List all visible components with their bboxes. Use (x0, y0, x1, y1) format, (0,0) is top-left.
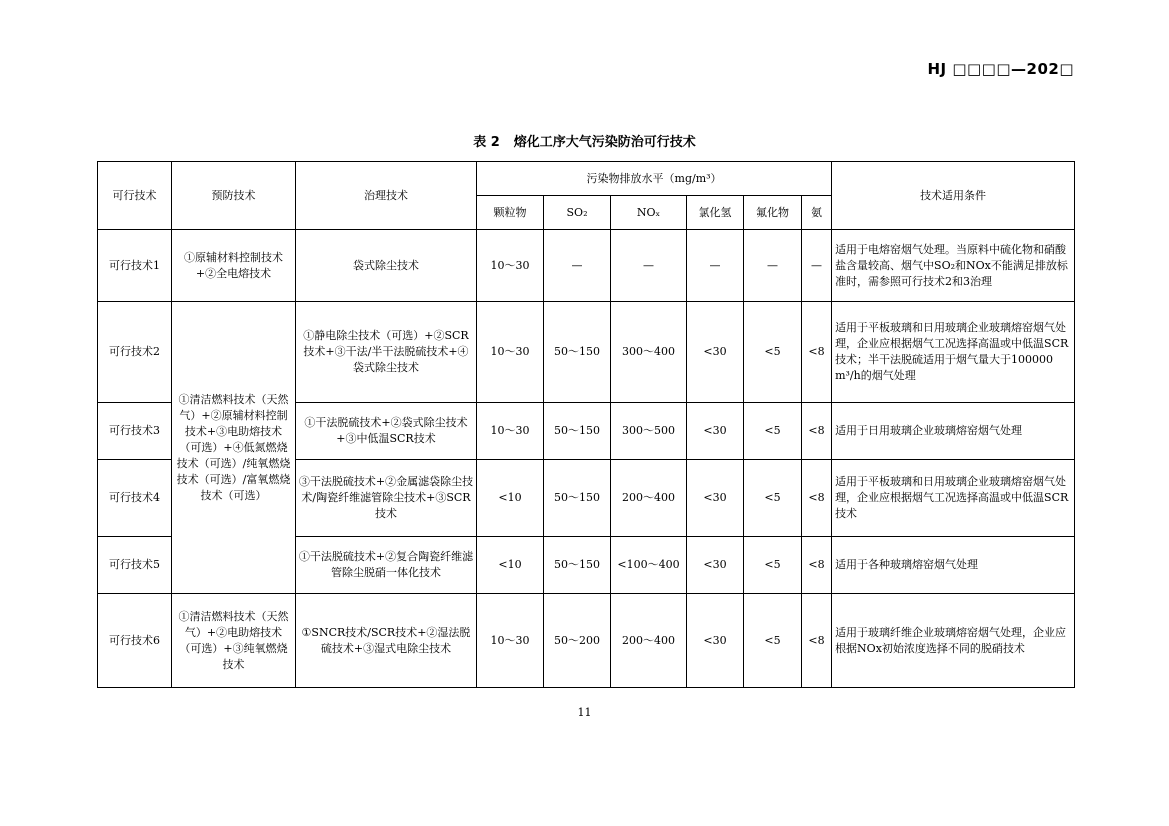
cell-conditions: 适用于各种玻璃熔窑烟气处理 (832, 537, 1075, 594)
page-number: 11 (577, 706, 592, 719)
cell-treatment: ①干法脱硫技术+②复合陶瓷纤维滤管除尘脱硝一体化技术 (296, 537, 477, 594)
cell-particulate: 10～30 (477, 594, 544, 688)
table-row (98, 230, 1075, 302)
table-title-text: 熔化工序大气污染防治可行技术 (513, 135, 696, 150)
cell-fluoride: — (744, 230, 802, 302)
cell-fluoride: <5 (744, 594, 802, 688)
header-fluoride: 氟化物 (744, 196, 802, 230)
table-row (98, 594, 1075, 688)
cell-particulate: <10 (477, 460, 544, 537)
cell-ammonia: <8 (802, 403, 832, 460)
document-code: HJ □□□□—202□ (927, 60, 1074, 78)
cell-ammonia: — (802, 230, 832, 302)
cell-treatment: ①干法脱硫技术+②袋式除尘技术+③中低温SCR技术 (296, 403, 477, 460)
cell-particulate: 10～30 (477, 302, 544, 403)
cell-tech: 可行技术1 (98, 230, 172, 302)
cell-so2: 50～150 (544, 537, 611, 594)
header-prevention-tech: 预防技术 (172, 162, 296, 230)
cell-prevention: ①清洁燃料技术（天然气）+②电助熔技术（可选）+③纯氧燃烧技术 (172, 594, 296, 688)
cell-particulate: 10～30 (477, 403, 544, 460)
cell-hcl: <30 (687, 537, 744, 594)
cell-nox: <100～400 (611, 537, 687, 594)
cell-hcl: <30 (687, 594, 744, 688)
cell-fluoride: <5 (744, 537, 802, 594)
cell-fluoride: <5 (744, 460, 802, 537)
cell-conditions: 适用于电熔窑烟气处理。当原料中硫化物和硝酸盐含量较高、烟气中SO₂和NOx不能满足排放标准时，需参照可行技术2和3治理 (832, 230, 1075, 302)
cell-nox: 300～400 (611, 302, 687, 403)
cell-shared-prevention: ①清洁燃料技术（天然气）+②原辅材料控制技术+③电助熔技术（可选）+④低氮燃烧技术（可选）/纯氧燃烧技术（可选）/富氧燃烧技术（可选） (172, 302, 296, 594)
cell-ammonia: <8 (802, 537, 832, 594)
header-so2: SO₂ (544, 196, 611, 230)
cell-ammonia: <8 (802, 594, 832, 688)
cell-hcl: <30 (687, 460, 744, 537)
cell-treatment: ①静电除尘技术（可选）+②SCR技术+③干法/半干法脱硫技术+④袋式除尘技术 (296, 302, 477, 403)
cell-nox: 300～500 (611, 403, 687, 460)
cell-tech: 可行技术6 (98, 594, 172, 688)
header-hcl: 氯化氢 (687, 196, 744, 230)
cell-fluoride: <5 (744, 403, 802, 460)
cell-conditions: 适用于日用玻璃企业玻璃熔窑烟气处理 (832, 403, 1075, 460)
cell-treatment: ①SNCR技术/SCR技术+②湿法脱硫技术+③湿式电除尘技术 (296, 594, 477, 688)
cell-nox: — (611, 230, 687, 302)
header-feasible-tech: 可行技术 (98, 162, 172, 230)
cell-conditions: 适用于平板玻璃和日用玻璃企业玻璃熔窑烟气处理，企业应根据烟气工况选择高温或中低温SCR技术；半干法脱硫适用于烟气量大于100000 m³/h的烟气处理 (832, 302, 1075, 403)
header-conditions: 技术适用条件 (832, 162, 1075, 230)
cell-tech: 可行技术5 (98, 537, 172, 594)
cell-particulate: <10 (477, 537, 544, 594)
cell-so2: 50～150 (544, 403, 611, 460)
header-ammonia: 氨 (802, 196, 832, 230)
cell-so2: 50～200 (544, 594, 611, 688)
cell-so2: 50～150 (544, 460, 611, 537)
cell-fluoride: <5 (744, 302, 802, 403)
table-title (0, 131, 1169, 150)
feasible-technology-table (97, 161, 1075, 688)
cell-hcl: <30 (687, 302, 744, 403)
cell-hcl: <30 (687, 403, 744, 460)
cell-particulate: 10～30 (477, 230, 544, 302)
cell-nox: 200～400 (611, 594, 687, 688)
cell-prevention: ①原辅材料控制技术+②全电熔技术 (172, 230, 296, 302)
header-particulate: 颗粒物 (477, 196, 544, 230)
cell-so2: 50～150 (544, 302, 611, 403)
cell-tech: 可行技术2 (98, 302, 172, 403)
cell-conditions: 适用于平板玻璃和日用玻璃企业玻璃熔窑烟气处理，企业应根据烟气工况选择高温或中低温SCR技术 (832, 460, 1075, 537)
cell-treatment: ③干法脱硫技术+②金属滤袋除尘技术/陶瓷纤维滤管除尘技术+③SCR技术 (296, 460, 477, 537)
header-nox: NOₓ (611, 196, 687, 230)
header-emission-level: 污染物排放水平（mg/m³） (477, 162, 832, 196)
cell-treatment: 袋式除尘技术 (296, 230, 477, 302)
cell-nox: 200～400 (611, 460, 687, 537)
table-row (98, 302, 1075, 403)
table-number: 表 2 (473, 135, 500, 150)
cell-tech: 可行技术4 (98, 460, 172, 537)
cell-hcl: — (687, 230, 744, 302)
cell-ammonia: <8 (802, 302, 832, 403)
header-treatment-tech: 治理技术 (296, 162, 477, 230)
cell-so2: — (544, 230, 611, 302)
cell-conditions: 适用于玻璃纤维企业玻璃熔窑烟气处理，企业应根据NOx初始浓度选择不同的脱硝技术 (832, 594, 1075, 688)
cell-ammonia: <8 (802, 460, 832, 537)
cell-tech: 可行技术3 (98, 403, 172, 460)
